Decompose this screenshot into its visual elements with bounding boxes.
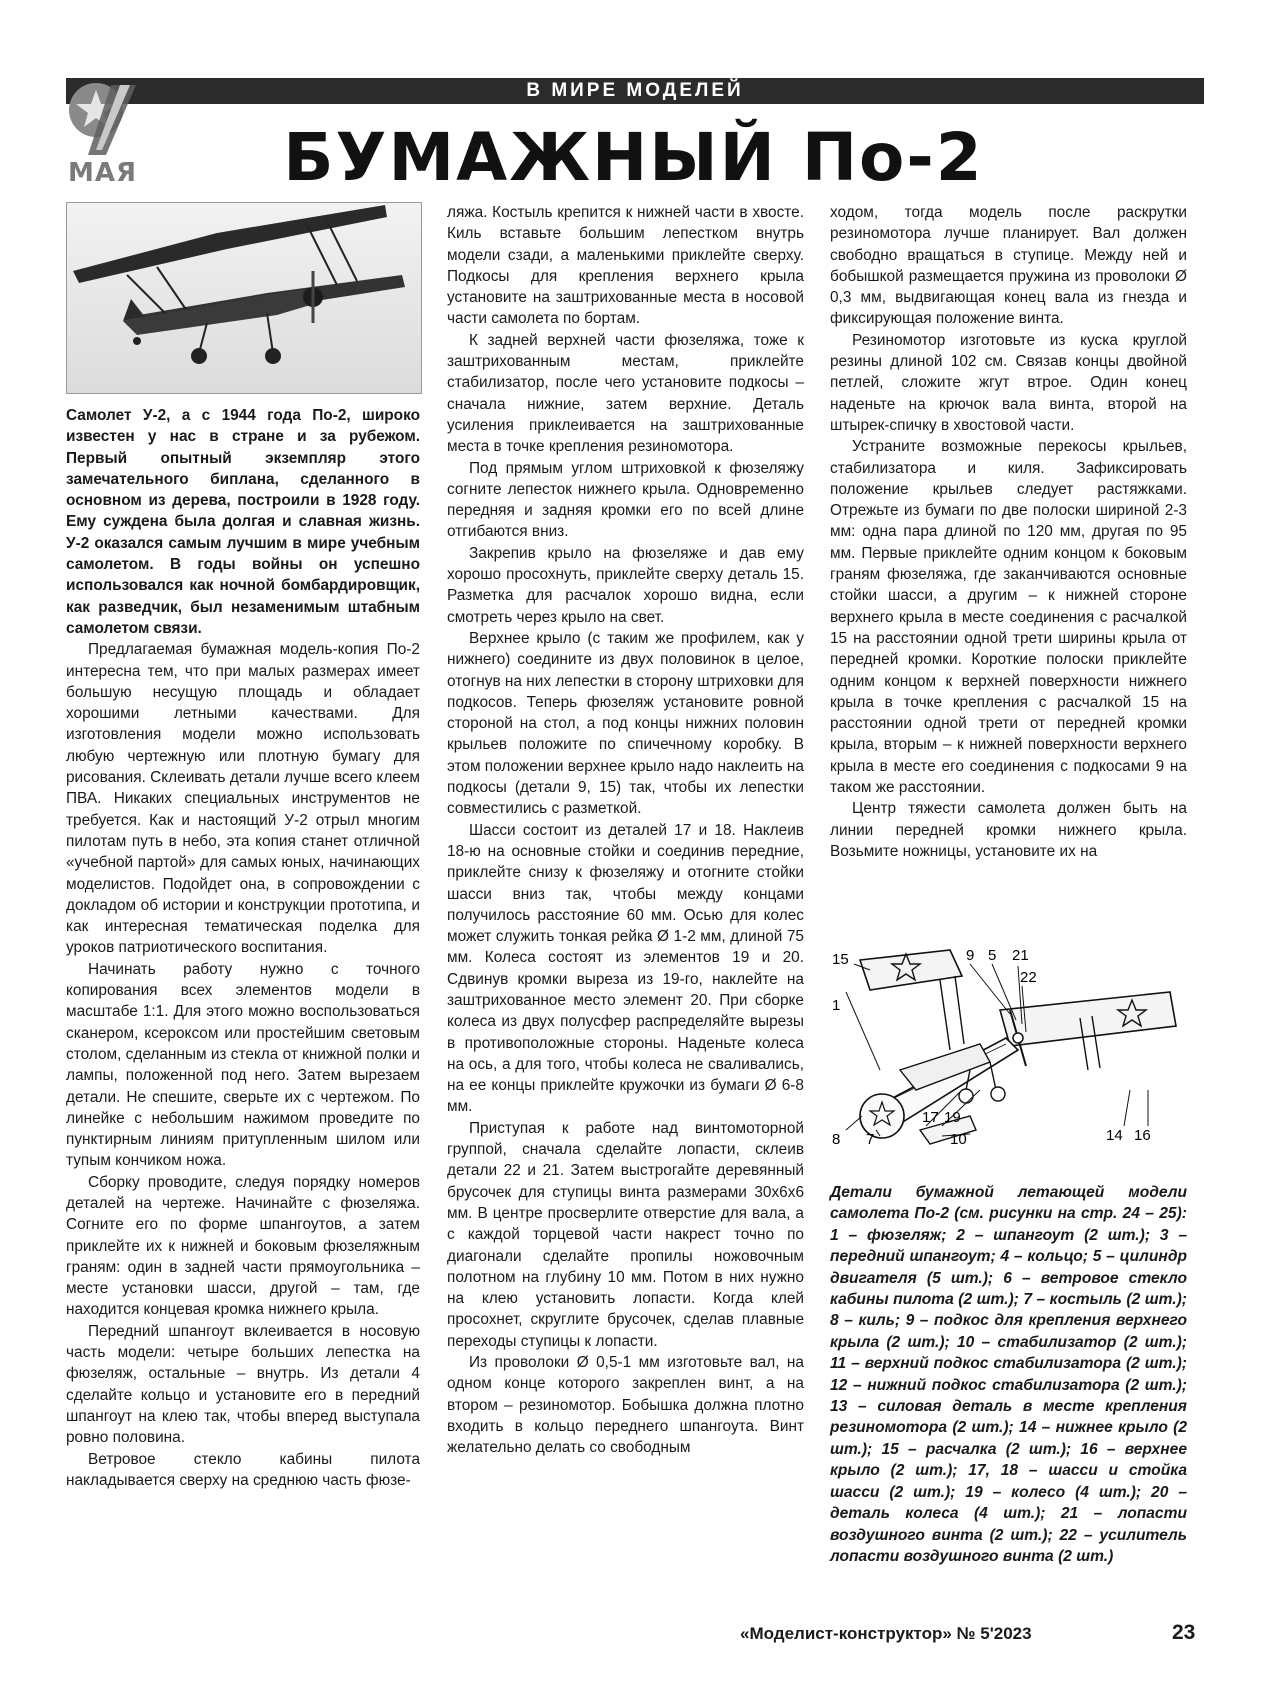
article-column-1	[66, 405, 420, 1491]
magazine-issue: «Моделист-конструктор» № 5'2023	[740, 1624, 1032, 1643]
paragraph: ходом, тогда модель после раскрутки резиномотора лучше планирует. Вал должен свободно вращаться в ступице. Между ней и бобышкой размещается пружина из проволоки Ø 0,3 мм, выдвигающая конец вала из гнезда и фиксирующая положение винта.	[830, 204, 1187, 328]
diagram-label: 16	[1134, 1127, 1151, 1144]
diagram-label: 5	[988, 947, 997, 964]
po2-biplane-photo	[66, 202, 422, 394]
paragraph: Резиномотор изготовьте из куска круглой резины длиной 102 см. Связав концы двойной петлей, сложите жгут втрое. Один конец наденьте на крючок вала винта, второй на штырек-спичку в хвостовой части.	[830, 331, 1187, 434]
paragraph: Под прямым углом штриховкой к фюзеляжу согните лепесток нижнего крыла. Одновременно передняя и задняя кромки его по всей длине отгибаются вниз.	[447, 459, 804, 541]
diagram-label: 19	[944, 1109, 961, 1126]
paragraph: Ветровое стекло кабины пилота накладывается сверху на среднюю часть фюзе-	[66, 1450, 420, 1489]
paragraph: Передний шпангоут вклеивается в носовую часть модели: четыре больших лепестка на фюзеляж, остальные – внутрь. Из детали 4 сделайте кольцо и установите его в передний шпангоут на клею так, чтобы вперед выступала ровно половина.	[66, 1322, 420, 1447]
diagram-label: 8	[832, 1131, 841, 1148]
diagram-label: 22	[1020, 969, 1037, 986]
lead-paragraph: Самолет У-2, а с 1944 года По-2, широко известен у нас в стране и за рубежом. Первый опытный экземпляр этого замечательного биплана, сделанного в основном из дерева, построили в 1928 году. Ему суждена была долгая и славная жизнь. У-2 оказался самым лучшим в мире учебным самолетом. В годы войны он успешно использовался как ночной бомбардировщик, как разведчик, был незаменимым штабным самолетом связи.	[66, 407, 420, 637]
section-label: В МИРЕ МОДЕЛЕЙ	[526, 80, 744, 101]
paragraph: Из проволоки Ø 0,5-1 мм изготовьте вал, на одном конце которого закреплен винт, а на втором – резиномотор. Бобышка должна плотно входить в кольцо переднего шпангоута. Винт желательно делать со свободным	[447, 1354, 804, 1457]
paragraph: Шасси состоит из деталей 17 и 18. Наклеив 18-ю на основные стойки и соединив передние, приклейте снизу к фюзеляжу и отогните стойки шасси вниз так, чтобы между концами получилось расстояние 60 мм. Осью для колес может служить тонкая рейка Ø 1-2 мм, длиной 75 мм. Колеса состоят из элементов 19 и 20. Сдвинув кромки выреза из 19-го, наклейте на заштрихованное место элемент 20. При сборке колеса из двух полусфер распределяйте вырезы в противоположные стороны. Наденьте колеса на ось, а для того, чтобы колеса не сваливались, на ее концы приклейте кружочки из бумаги Ø 6-8 мм.	[447, 821, 804, 1116]
paragraph: Центр тяжести самолета должен быть на линии передней кромки нижнего крыла. Возьмите ножницы, установите их на	[830, 800, 1187, 860]
diagram-label: 9	[966, 947, 975, 964]
paragraph: Приступая к работе над винтомоторной группой, сначала сделайте лопасти, склеив детали 22 и 21. Затем выстрогайте деревянный брусочек для ступицы винта размерами 30х6х6 мм. В центре просверлите отверстие для вала, а с каждой торцевой части накрест точно по диагонали сделайте пропилы ножовочным полотном на глубину 10 мм. Потом в них нужно на клею установить лопасти. Когда клей просохнет, скруглите брусочек, сделав плавные переходы ступицы к лопасти.	[447, 1119, 804, 1350]
paragraph: Устраните возможные перекосы крыльев, стабилизатора и киля. Зафиксировать положение крыльев следует растяжками. Отрежьте из бумаги по две полоски шириной 2-3 мм: одна пара длиной по 120 мм, другая по 95 мм. Первые приклейте одним концом к боковым граням фюзеляжа, где заканчиваются основные стойки шасси, а другим – к нижней стороне верхнего крыла в месте соединения с расчалкой 15 на расстоянии одной трети ширины крыла от передней кромки. Короткие полоски приклейте одним концом к верхней поверхности нижнего крыла в точке крепления с расчалкой 15 на расстоянии одной трети от передней кромки крыла, вторым – к нижней поверхности верхнего крыла в месте его соединения с подкосами 9 на таком же расстоянии.	[830, 438, 1187, 797]
diagram-label: 1	[832, 997, 841, 1014]
article-title: БУМАЖНЫЙ По-2	[283, 119, 984, 196]
assembly-diagram	[830, 940, 1180, 1156]
diagram-label: 7	[866, 1131, 875, 1148]
paragraph: К задней верхней части фюзеляжа, тоже к заштрихованным местам, приклейте стабилизатор, после чего установите подкосы – сначала нижние, затем верхние. Деталь усиления приклеивается на заштрихованные места в точке крепления резиномотора.	[447, 331, 804, 456]
paragraph: Предлагаемая бумажная модель-копия По-2 интересна тем, что при малых размерах имеет большую несущую площадь и обладает хорошими летными качествами. Для изготовления модели можно использовать любую чертежную или плотную бумагу для рисования. Склеивать детали лучше всего клеем ПВА. Никаких специальных инструментов не требуется. Как и настоящий У-2 отрыл многим пилотам путь в небо, эта копия станет отличной «учебной партой» для самых юных, начинающих моделистов. Подойдет она, в сопровождении с докладом об истории и конструкции прототипа, и как интересная тематическая поделка для уроков патриотического воспитания.	[66, 641, 421, 957]
paragraph: Начинать работу нужно с точного копирования всех элементов модели в масштабе 1:1. Для этого можно воспользоваться сканером, ксероксом или простейшим световым столом, сделанным из стекла от книжной полки и лампы, положенной под него. Затем вырезаем детали. Не спешите, сверьте их с чертежом. По линейке с небольшим нажимом проведите по пунктирным линиям притупленным шилом или тупым кончиком ножа.	[66, 960, 420, 1170]
diagram-label: 15	[832, 951, 849, 968]
page-number: 23	[1172, 1621, 1196, 1644]
article-column-3	[830, 202, 1187, 862]
diagram-label: 17	[922, 1109, 939, 1126]
section-header-bar	[66, 78, 1204, 104]
paragraph: Сборку проводите, следуя порядку номеров деталей на чертеже. Начинайте с фюзеляжа. Согните его по форме шпангоутов, а затем приклейте их к нижней и боковым фюзеляжным граням: один в задней части прямоугольника – месте установки шасси, другой – там, где находится концевая кромка нижнего крыла.	[66, 1173, 420, 1319]
paragraph: Верхнее крыло (с таким же профилем, как у нижнего) соедините из двух половинок в целое, отогнув на них лепестки в сторону штриховки для подкосов. Теперь фюзеляж установите ровной стороной на стол, а под концы нижних половин крыльев положите по спичечному коробку. В этом положении верхнее крыло надо наклеить на подкосы (детали 9, 15) так, чтобы их лепестки совместились с разметкой.	[447, 629, 804, 818]
article-column-2	[447, 202, 804, 1459]
paragraph: Закрепив крыло на фюзеляже и дав ему хорошо просохнуть, приклейте сверху деталь 15. Разметка для расчалок хорошо видна, если смотреть через крыло на свет.	[447, 544, 804, 626]
diagram-label: 14	[1106, 1127, 1123, 1144]
diagram-label: 10	[950, 1131, 967, 1148]
paragraph: ляжа. Костыль крепится к нижней части в хвосте. Киль вставьте большим лепестком внутрь модели сзади, а маленькими приклейте сверху. Подкосы для крепления верхнего крыла установите на заштрихованные места в носовой части самолета по бортам.	[447, 204, 804, 328]
caption-text: Детали бумажной летающей модели самолета По-2 (см. рисунки на стр. 24 – 25): 1 – фюзеляж; 2 – шпангоут (2 шт.); 3 – передний шпангоут; 4 – кольцо; 5 – цилиндр двигателя (5 шт.); 6 – ветровое стекло кабины пилота (2 шт.); 7 – костыль (2 шт.); 8 – киль; 9 – подкос для крепления верхнего крыла (2 шт.); 10 – стабилизатор (2 шт.); 11 – верхний подкос стабилизатора (2 шт.); 12 – нижний подкос стабилизатора (2 шт.); 13 – силовая деталь в месте крепления резиномотора (2 шт.); 14 – нижнее крыло (2 шт.); 15 – расчалка (2 шт.); 16 – верхнее крыло (2 шт.); 17, 18 – шасси и стойка шасси (2 шт.); 19 – колесо (4 шт.); 20 – деталь колеса (4 шт.); 21 – лопасти воздушного винта (2 шт.); 22 – усилитель лопасти воздушного винта (2 шт.)	[830, 1184, 1187, 1565]
diagram-caption	[830, 1182, 1187, 1567]
emblem-text: МАЯ	[68, 158, 138, 188]
diagram-label: 21	[1012, 947, 1029, 964]
